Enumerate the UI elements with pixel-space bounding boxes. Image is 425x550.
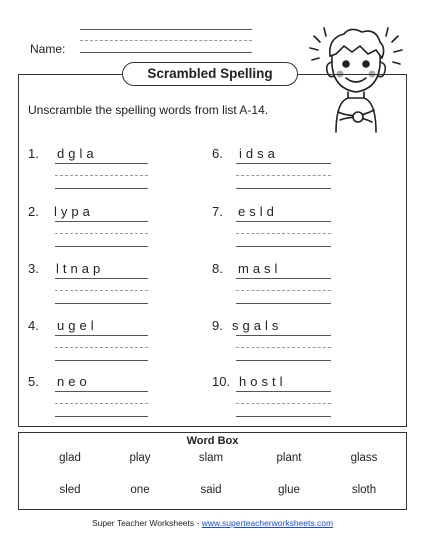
word-box-word: plant xyxy=(276,452,302,464)
item-number: 6. xyxy=(212,146,223,161)
answer-field[interactable] xyxy=(236,360,331,361)
scrambled-word: dgla xyxy=(57,146,98,161)
answer-field[interactable] xyxy=(236,416,331,417)
answer-guide-line xyxy=(55,403,148,404)
word-box-word: said xyxy=(200,484,222,496)
word-box-word: sled xyxy=(59,484,81,496)
answer-line xyxy=(55,335,148,336)
footer-link[interactable]: www.superteacherworksheets.com xyxy=(201,518,334,528)
answer-field[interactable] xyxy=(55,303,148,304)
scrambled-word: idsa xyxy=(239,146,279,161)
scrambled-word: sgals xyxy=(232,318,283,333)
word-box-word: one xyxy=(130,484,150,496)
answer-line xyxy=(236,391,331,392)
word-box-word: play xyxy=(129,452,151,464)
name-field[interactable] xyxy=(80,52,252,53)
answer-guide-line xyxy=(55,347,148,348)
answer-field[interactable] xyxy=(55,416,148,417)
answer-line xyxy=(236,335,331,336)
answer-field[interactable] xyxy=(55,246,148,247)
answer-guide-line xyxy=(236,233,331,234)
scrambled-word: neo xyxy=(57,374,91,389)
scrambled-word: ltnap xyxy=(56,261,105,276)
item-number: 7. xyxy=(212,204,223,219)
answer-line xyxy=(55,391,148,392)
answer-field[interactable] xyxy=(236,303,331,304)
answer-line xyxy=(55,221,148,222)
item-number: 2. xyxy=(28,204,39,219)
item-number: 10. xyxy=(212,374,231,389)
answer-guide-line xyxy=(236,290,331,291)
item-number: 1. xyxy=(28,146,39,161)
item-number: 5. xyxy=(28,374,39,389)
answer-guide-line xyxy=(55,290,148,291)
instructions: Unscramble the spelling words from list A-14. xyxy=(28,103,269,117)
answer-guide-line xyxy=(236,403,331,404)
answer-guide-line xyxy=(236,175,331,176)
answer-line xyxy=(55,163,148,164)
answer-field[interactable] xyxy=(236,188,331,189)
word-box-word: glue xyxy=(278,484,300,496)
footer xyxy=(0,518,425,528)
answer-line xyxy=(236,221,331,222)
answer-guide-line xyxy=(236,347,331,348)
word-box-word: glass xyxy=(350,452,378,464)
answer-guide-line xyxy=(55,175,148,176)
item-number: 3. xyxy=(28,261,39,276)
answer-guide-line xyxy=(55,233,148,234)
answer-line xyxy=(236,163,331,164)
scrambled-word: lypa xyxy=(54,204,94,219)
answer-field[interactable] xyxy=(236,246,331,247)
name-label: Name: xyxy=(30,42,66,56)
name-guide-line xyxy=(80,40,252,41)
answer-field[interactable] xyxy=(55,360,148,361)
item-number: 4. xyxy=(28,318,39,333)
scrambled-word: masl xyxy=(238,261,282,276)
footer-text: Super Teacher Worksheets - xyxy=(91,518,202,528)
word-box-word: glad xyxy=(59,452,81,464)
word-box-title: Word Box xyxy=(186,435,239,447)
item-number: 9. xyxy=(212,318,223,333)
word-box-word: sloth xyxy=(351,484,377,496)
name-line-top xyxy=(80,29,252,30)
scrambled-word: esld xyxy=(238,204,278,219)
word-box-word: slam xyxy=(198,452,224,464)
scrambled-word: hostl xyxy=(239,374,287,389)
answer-field[interactable] xyxy=(55,188,148,189)
item-number: 8. xyxy=(212,261,223,276)
answer-line xyxy=(236,278,331,279)
scrambled-word: ugel xyxy=(57,318,98,333)
answer-line xyxy=(55,278,148,279)
page-title: Scrambled Spelling xyxy=(122,62,298,86)
